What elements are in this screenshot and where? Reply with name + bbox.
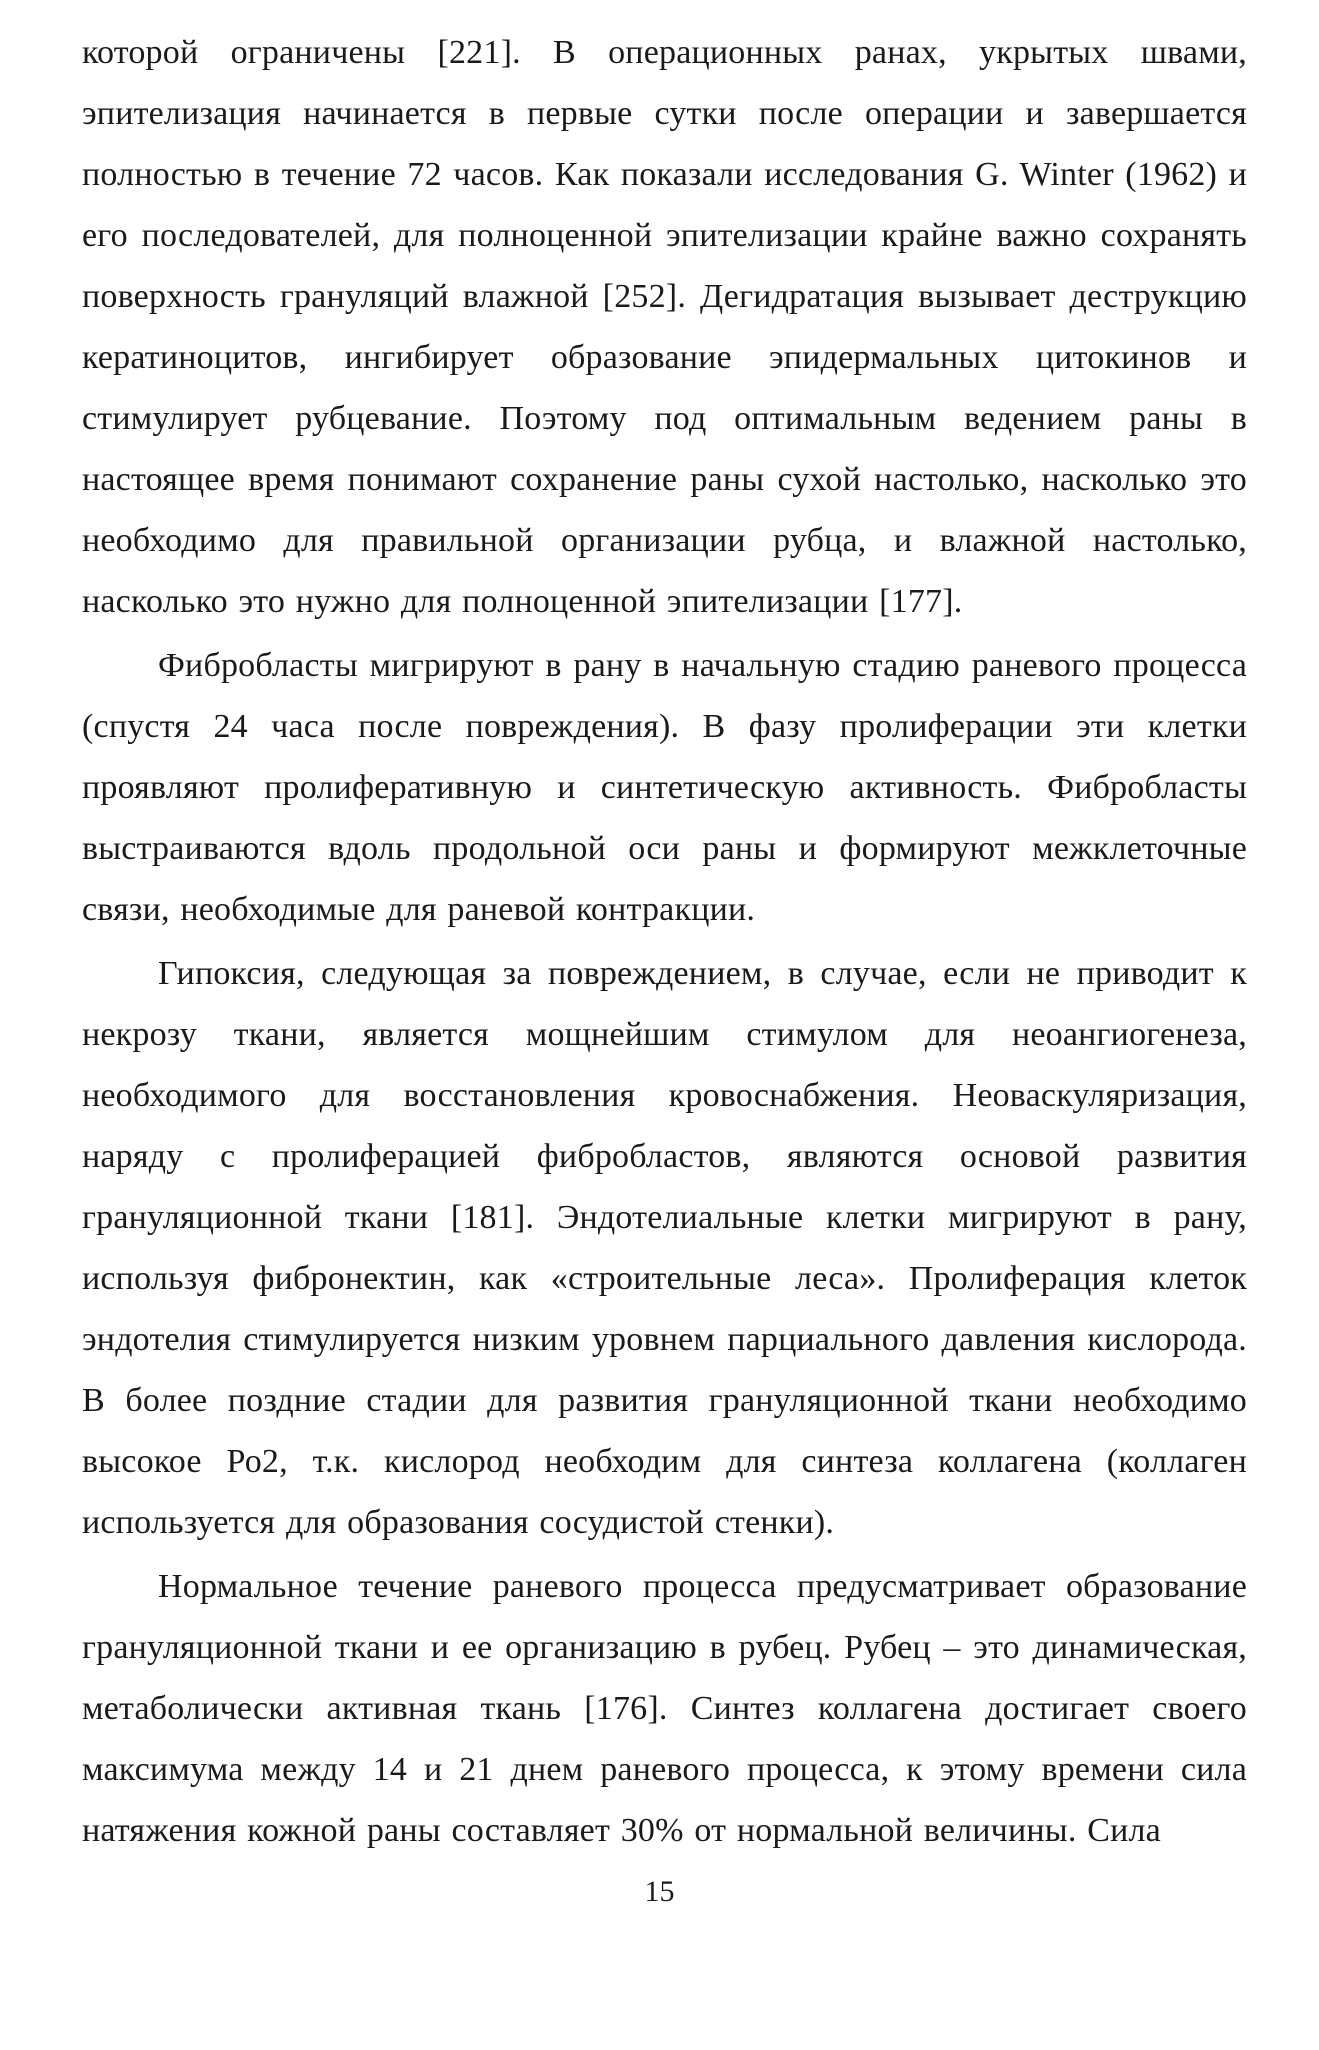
paragraph-4: Нормальное течение раневого процесса предусматривает образование грануляционной ткани и ее организацию в рубец. Рубец – это динамическая, метаболически активная ткань [176]. Синтез коллагена достигает своего максимума между 14 и 21 днем раневого процесса, к этому времени сила натяжения кожной раны составляет 30% от нормальной величины. Сила	[82, 1568, 1247, 1849]
page-number: 15	[644, 1875, 675, 1908]
paragraph-1: которой ограничены [221]. В операционных ранах, укрытых швами, эпителизация начинается в первые сутки после операции и завершается полностью в течение 72 часов. Как показали исследования G. Winter (1962) и его последователей, для полноценной эпителизации крайне важно сохранять поверхность грануляций влажной [252]. Дегидратация вызывает деструкцию кератиноцитов, ингибирует образование эпидермальных цитокинов и стимулирует рубцевание. Поэтому под оптимальным ведением раны в настоящее время понимают сохранение раны сухой настолько, насколько это необходимо для правильной организации рубца, и влажной настолько, насколько это нужно для полноценной эпителизации [177].	[82, 34, 1247, 620]
document-page	[82, 22, 1247, 1861]
paragraph-3: Гипоксия, следующая за повреждением, в случае, если не приводит к некрозу ткани, является мощнейшим стимулом для неоангиогенеза, необходимого для восстановления кровоснабжения. Неоваскуляризация, наряду с пролиферацией фибробластов, являются основой развития грануляционной ткани [181]. Эндотелиальные клетки мигрируют в рану, используя фибронектин, как «строительные леса». Пролиферация клеток эндотелия стимулируется низким уровнем парциального давления кислорода. В более поздние стадии для развития грануляционной ткани необходимо высокое Ро2, т.к. кислород необходим для синтеза коллагена (коллаген используется для образования сосудистой стенки).	[82, 955, 1247, 1541]
paragraph-2: Фибробласты мигрируют в рану в начальную стадию раневого процесса (спустя 24 часа после повреждения). В фазу пролиферации эти клетки проявляют пролиферативную и синтетическую активность. Фибробласты выстраиваются вдоль продольной оси раны и формируют межклеточные связи, необходимые для раневой контракции.	[82, 647, 1247, 928]
